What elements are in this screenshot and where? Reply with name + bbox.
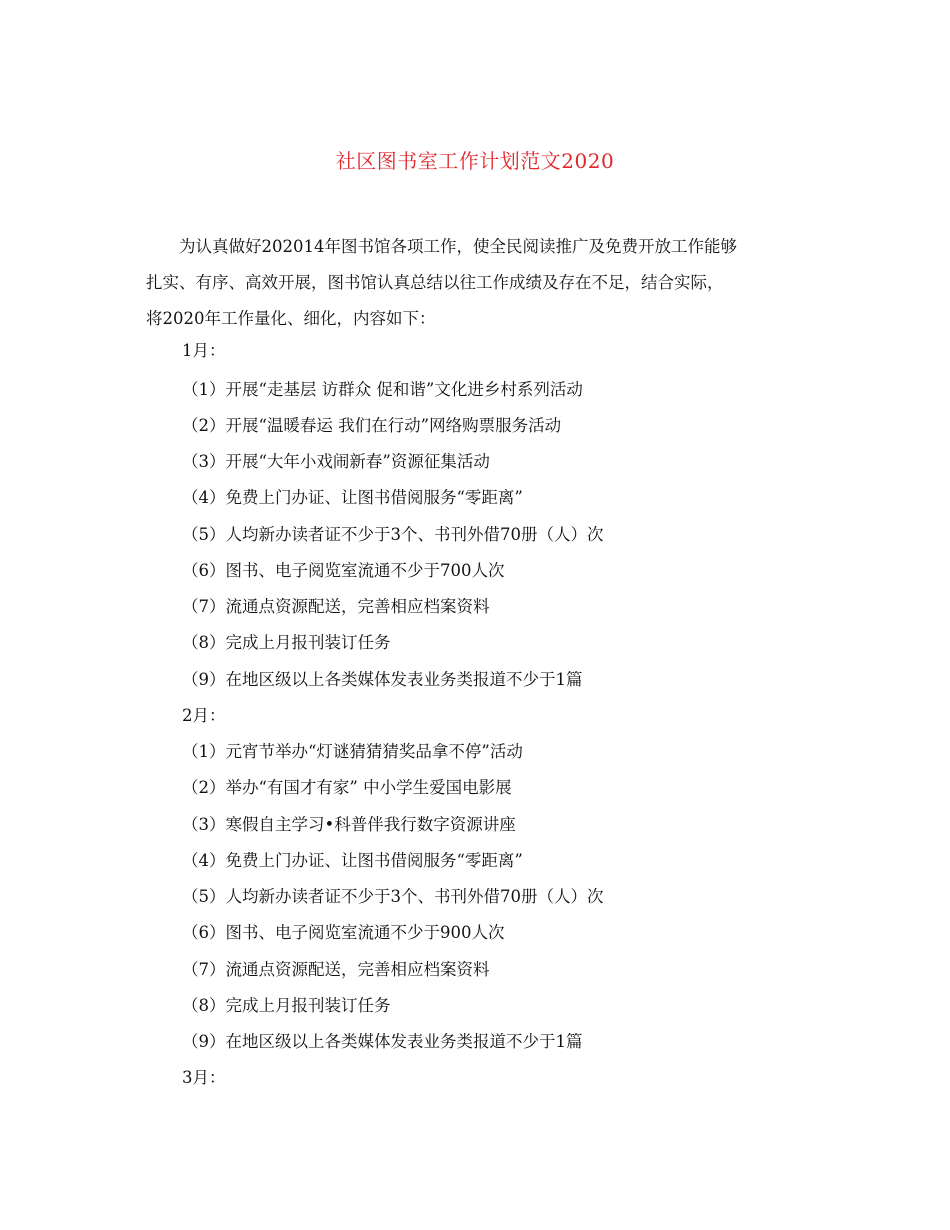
- document-title: 社区图书室工作计划范文2020: [335, 149, 615, 173]
- plan-item: （6）图书、电子阅览室流通不少于900人次: [182, 923, 505, 942]
- plan-item: （9）在地区级以上各类媒体发表业务类报道不少于1篇: [182, 670, 583, 689]
- intro-line: 扎实、有序、高效开展，图书馆认真总结以往工作成绩及存在不足，结合实际，: [146, 273, 724, 292]
- plan-item: （3）开展“大年小戏闹新春”资源征集活动: [182, 452, 490, 471]
- plan-item: （3）寒假自主学习•科普伴我行数字资源讲座: [182, 815, 516, 834]
- month-heading: 1月：: [182, 341, 226, 360]
- plan-item: （7）流通点资源配送，完善相应档案资料: [182, 597, 490, 616]
- intro-paragraph: [146, 229, 816, 337]
- month-heading: 2月：: [182, 706, 226, 725]
- month-heading: 3月：: [182, 1068, 226, 1087]
- plan-item: （5）人均新办读者证不少于3个、书刊外借70册（人）次: [182, 887, 604, 906]
- intro-line: 将2020年工作量化、细化，内容如下：: [146, 309, 436, 328]
- plan-item: （2）开展“温暖春运 我们在行动”网络购票服务活动: [182, 416, 562, 435]
- plan-item: （7）流通点资源配送，完善相应档案资料: [182, 960, 490, 979]
- plan-item: （4）免费上门办证、让图书借阅服务“零距离”: [182, 851, 523, 870]
- plan-item: （4）免费上门办证、让图书借阅服务“零距离”: [182, 488, 523, 507]
- plan-item: （9）在地区级以上各类媒体发表业务类报道不少于1篇: [182, 1032, 583, 1051]
- plan-item: （6）图书、电子阅览室流通不少于700人次: [182, 561, 505, 580]
- plan-item: （5）人均新办读者证不少于3个、书刊外借70册（人）次: [182, 525, 604, 544]
- intro-line: 为认真做好202014年图书馆各项工作，使全民阅读推广及免费开放工作能够: [179, 237, 737, 256]
- plan-item: （8）完成上月报刊装订任务: [182, 996, 391, 1015]
- plan-item: （1）开展“走基层 访群众 促和谐”文化进乡村系列活动: [182, 380, 583, 399]
- plan-item: （1）元宵节举办“灯谜猜猜猜奖品拿不停”活动: [182, 742, 523, 761]
- plan-item: （8）完成上月报刊装订任务: [182, 633, 391, 652]
- plan-item: （2）举办“有国才有家” 中小学生爱国电影展: [182, 778, 512, 797]
